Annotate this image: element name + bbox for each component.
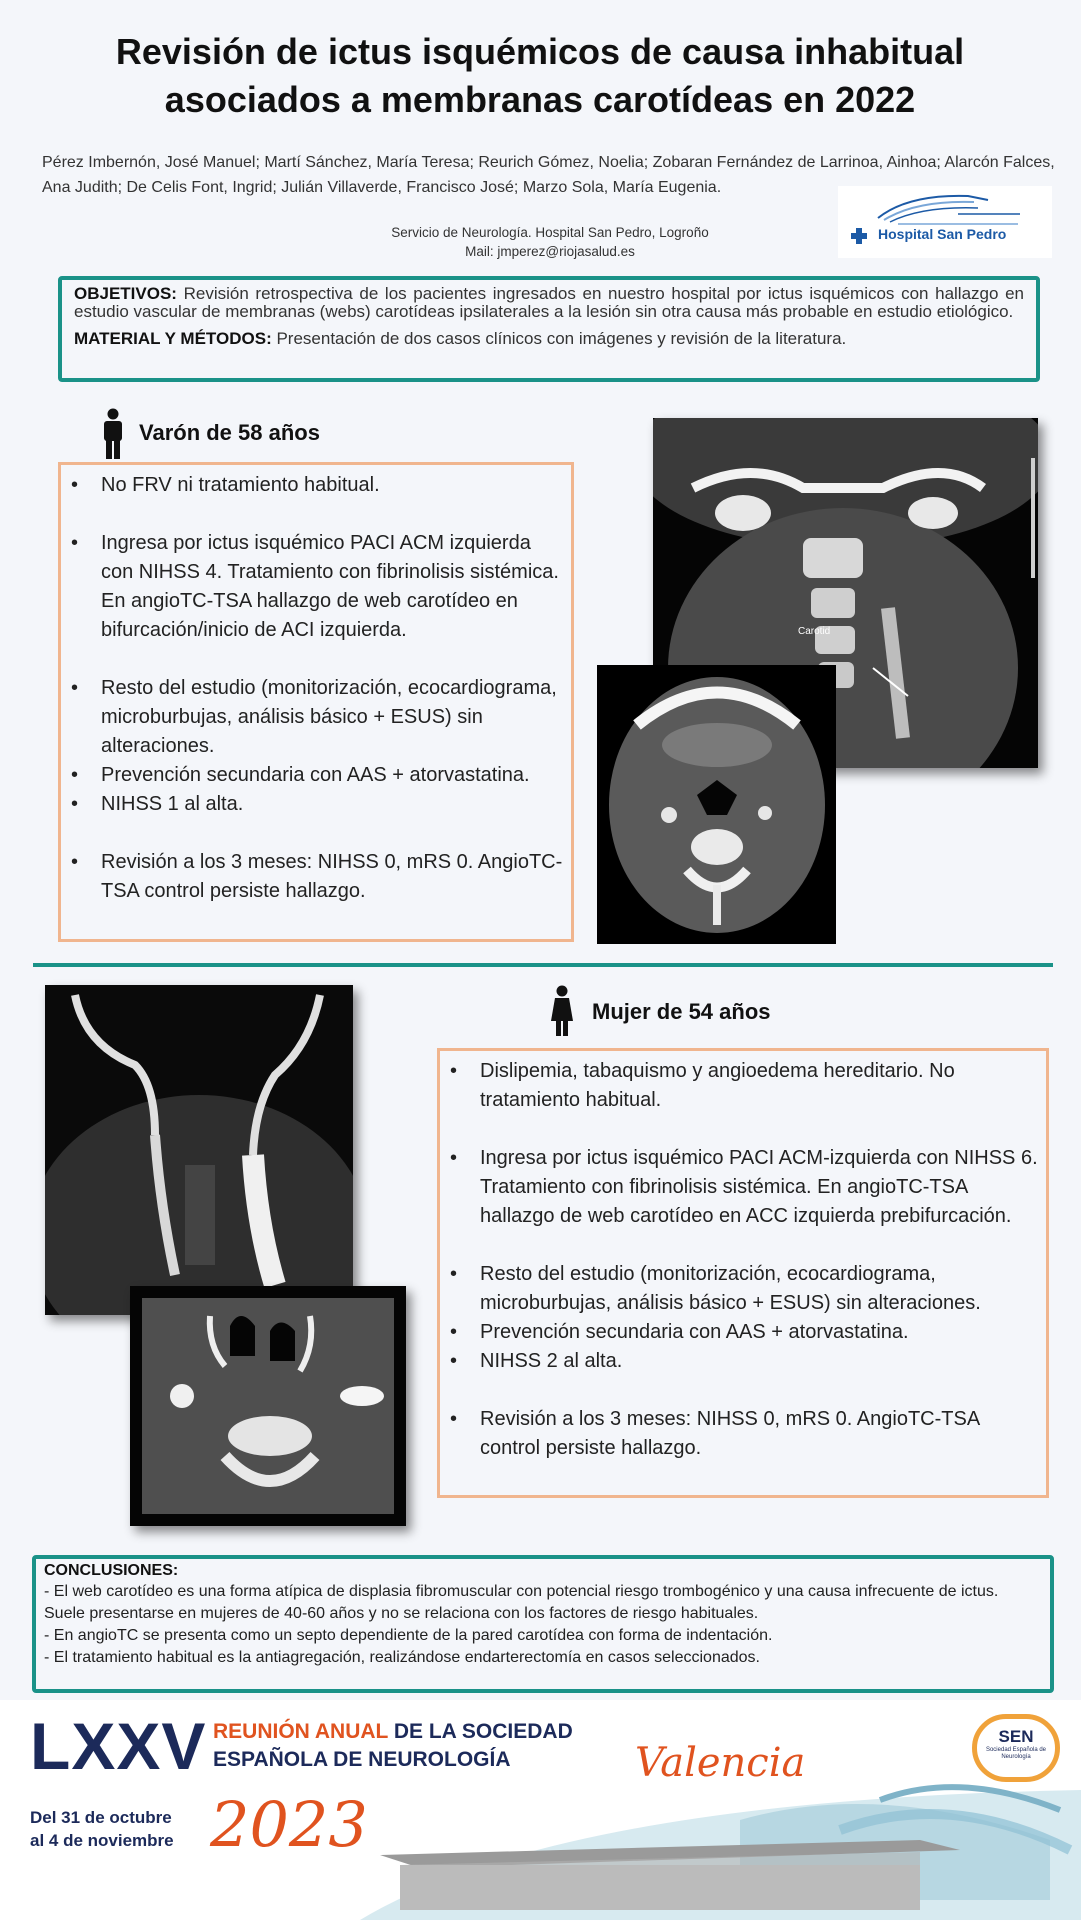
congress-city: Valencia [635,1740,806,1786]
hospital-building-icon [838,186,1052,258]
case2-item: • Dislipemia, tabaquismo y angioedema hereditario. No tratamiento habitual. [480,1057,1038,1115]
title-line-1: Revisión de ictus isquémicos de causa inhabitual [115,31,965,72]
female-person-icon [549,985,575,1037]
coronal-angio-drawing [45,985,353,1315]
case1-title: Varón de 58 años [139,420,320,445]
methods-paragraph [74,330,1024,348]
case2-box [437,1048,1049,1498]
sociedad-text: DE LA SOCIEDAD [388,1720,573,1743]
conclusion-line: - El web carotídeo es una forma atípica de displasia fibromuscular con potencial riesgo trombogénico y una causa infrecuente de ictus. Suele presentarse en mujeres de 40-60 años y no se relaciona con los factores de riesgo habituales. [44,1583,999,1622]
case1-item: • Prevención secundaria con AAS + atorvastatina. [101,761,563,790]
conclusion-line: - En angioTC se presenta como un septo dependiente de la pared carotídea con forma de indentación. [44,1627,773,1644]
sen-logo-subtext: Sociedad Española de Neurología [985,1747,1047,1760]
methods-text: Presentación de dos casos clínicos con imágenes y revisión de la literatura. [276,329,847,348]
mail-text: Mail: jmperez@riojasalud.es [465,244,635,259]
case2-item: • Resto del estudio (monitorización, ecocardiograma, microburbujas, análisis básico + ESUS) sin alteraciones. [480,1260,1038,1318]
case1-item: • Revisión a los 3 meses: NIHSS 0, mRS 0. AngioTC-TSA control persiste hallazgo. [101,848,563,906]
carotid-annotation: Carotid [798,626,831,637]
sen-logo-text: SEN [998,1727,1034,1746]
dates-line-1: Del 31 de octubre [30,1808,172,1827]
congress-banner [0,1700,1081,1920]
objectives-paragraph [74,285,1024,321]
case1-item: • No FRV ni tratamiento habitual. [101,471,563,500]
congress-year: 2023 [210,1788,368,1861]
reunion-anual-text: REUNIÓN ANUAL [213,1720,389,1743]
case2-item: • Ingresa por ictus isquémico PACI ACM-izquierda con NIHSS 6. Tratamiento con fibrinolisis sistémica. En angioTC-TSA hallazgo de web carotídeo en ACC izquierda prebifurcación. [480,1144,1038,1231]
case1-box [58,462,574,942]
axial-ct-drawing-2 [130,1286,406,1526]
conclusions-label: CONCLUSIONES: [44,1562,179,1579]
affiliation [250,223,850,261]
espanola-text: ESPAÑOLA DE NEUROLOGÍA [213,1748,511,1771]
sen-logo [972,1714,1060,1782]
hospital-logo-text: Hospital San Pedro [878,226,1007,242]
case1-axial-ct-image [597,665,836,944]
methods-label: MATERIAL Y MÉTODOS: [74,329,272,348]
case1-list [101,471,563,906]
case2-coronal-angio-image [45,985,353,1315]
case2-item: • Prevención secundaria con AAS + atorvastatina. [480,1318,1038,1347]
authors: Pérez Imbernón, José Manuel; Martí Sánchez, María Teresa; Reurich Gómez, Noelia; Zobaran Fernández de Larrinoa, Ainhoa; Alarcón Falces, Ana Judith; De Celis Font, Ingrid; Julián Villaverde, Francisco José; Marzo Sola, María Eugenia. [42,154,1055,196]
objectives-text: Revisión retrospectiva de los pacientes ingresados en nuestro hospital por ictus isquémicos con hallazgo en estudio vascular de membranas (webs) carotídeas ipsilaterales a la lesión sin otra causa más probable en estudio etiológico. [74,284,1024,321]
axial-ct-drawing [597,665,836,944]
case2-axial-ct-image [130,1286,406,1526]
congress-dates [30,1806,174,1852]
case2-list [480,1057,1038,1463]
conclusions-box [32,1555,1054,1693]
section-divider [33,963,1053,967]
case2-title: Mujer de 54 años [592,999,771,1024]
case1-item: • NIHSS 1 al alta. [101,790,563,819]
congress-name [213,1718,573,1774]
hospital-logo [838,186,1052,258]
poster-title [40,28,1040,124]
conclusion-line: - El tratamiento habitual es la antiagregación, realizándose endarterectomía en casos seleccionados. [44,1649,760,1666]
objectives-label: OBJETIVOS: [74,284,177,303]
objectives-box [58,276,1040,382]
case1-item: • Resto del estudio (monitorización, ecocardiograma, microburbujas, análisis básico + ESUS) sin alteraciones. [101,674,563,761]
dates-line-2: al 4 de noviembre [30,1831,174,1850]
case1-item: • Ingresa por ictus isquémico PACI ACM izquierda con NIHSS 4. Tratamiento con fibrinolisis sistémica. En angioTC-TSA hallazgo de web carotídeo en bifurcación/inicio de ACI izquierda. [101,529,563,645]
case2-item: • NIHSS 2 al alta. [480,1347,1038,1376]
male-person-icon [100,408,126,460]
title-line-2: asociados a membranas carotídeas en 2022 [164,79,916,120]
service-text: Servicio de Neurología. Hospital San Pedro, Logroño [391,225,709,240]
lxxv-text: LXXV [30,1709,207,1783]
case2-item: • Revisión a los 3 meses: NIHSS 0, mRS 0. AngioTC-TSA control persiste hallazgo. [480,1405,1038,1463]
